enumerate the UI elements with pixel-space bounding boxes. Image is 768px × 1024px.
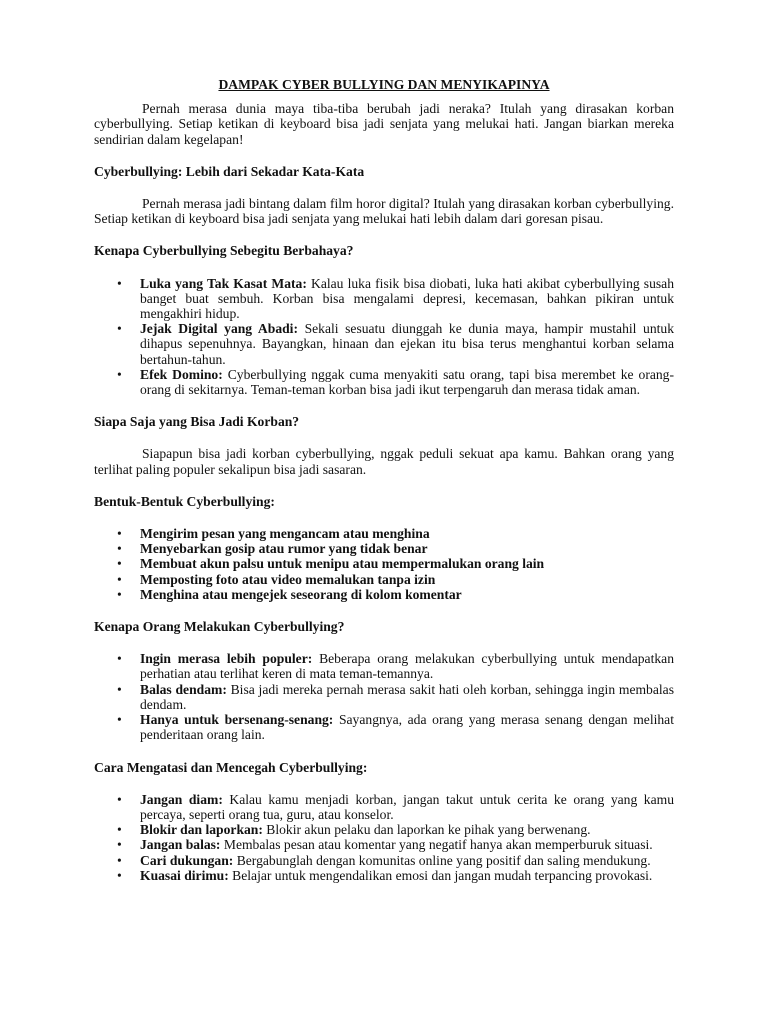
list-item-text: Kalau luka fisik bisa diobati, luka hati akibat cyberbullying susah banget buat sembuh. Korban bisa mengalami depresi, kecemasan, bahkan pikiran untuk mengakhiri hidup. xyxy=(140,275,675,322)
list-item-term: Blokir dan laporkan: xyxy=(140,822,263,838)
list-item-term: Jejak Digital yang Abadi: xyxy=(140,321,298,337)
list-item-text: Cyberbullying nggak cuma menyakiti satu orang, tapi bisa merembet ke orang-orang di sekitarnya. Teman-teman korban bisa jadi ikut terpengaruh dan merasa tidak aman. xyxy=(140,366,675,398)
list-item xyxy=(140,651,674,681)
list-item-term: Kuasai dirimu: xyxy=(140,867,229,883)
list-item xyxy=(140,853,674,868)
list-item-term: Ingin merasa lebih populer: xyxy=(140,651,313,667)
list-item xyxy=(140,868,674,883)
bullet-list xyxy=(94,651,674,742)
document-title: DAMPAK CYBER BULLYING DAN MENYIKAPINYA xyxy=(218,77,550,92)
section-paragraph: Pernah merasa jadi bintang dalam film horor digital? Itulah yang dirasakan korban cyberbullying. Setiap ketikan di keyboard bisa jadi senjata yang melukai hati lebih dalam dari goresan pisau. xyxy=(94,196,674,227)
list-item-text: Kalau kamu menjadi korban, jangan takut untuk cerita ke orang yang kamu percaya, seperti orang tua, guru, atau konselor. xyxy=(140,791,674,822)
list-item xyxy=(140,367,674,397)
list-item-text: Belajar untuk mengendalikan emosi dan jangan mudah terpancing provokasi. xyxy=(228,867,653,883)
list-item-text: Membalas pesan atau komentar yang negatif hanya akan memperburuk situasi. xyxy=(220,837,653,853)
list-item-term: Mengirim pesan yang mengancam atau menghina xyxy=(140,526,430,542)
list-item-term: Balas dendam: xyxy=(140,681,227,697)
section-heading: Siapa Saja yang Bisa Jadi Korban? xyxy=(94,414,300,430)
list-item-text: Blokir akun pelaku dan laporkan ke pihak yang berwenang. xyxy=(262,822,591,838)
list-item-term: Memposting foto atau video memalukan tanpa izin xyxy=(140,571,436,587)
bullet-list xyxy=(94,526,674,602)
list-item-term: Menyebarkan gosip atau rumor yang tidak benar xyxy=(140,541,428,557)
section-heading: Kenapa Cyberbullying Sebegitu Berbahaya? xyxy=(94,243,354,259)
list-item xyxy=(140,837,674,852)
list-item-term: Jangan balas: xyxy=(140,837,221,853)
bullet-list xyxy=(94,276,674,398)
list-item-text: Bergabunglah dengan komunitas online yang positif dan saling mendukung. xyxy=(233,852,651,868)
list-item xyxy=(140,572,674,587)
list-item xyxy=(140,587,674,602)
list-item-term: Efek Domino: xyxy=(140,366,223,382)
list-item-text: Bisa jadi mereka pernah merasa sakit hati oleh korban, sehingga ingin membalas dendam. xyxy=(140,681,674,712)
list-item-term: Menghina atau mengejek seseorang di kolom komentar xyxy=(140,586,462,602)
list-item-term: Luka yang Tak Kasat Mata: xyxy=(140,275,307,291)
list-item xyxy=(140,276,674,322)
list-item xyxy=(140,682,674,712)
list-item xyxy=(140,321,674,367)
list-item xyxy=(140,556,674,571)
list-item xyxy=(140,822,674,837)
list-item-term: Hanya untuk bersenang-senang: xyxy=(140,712,334,728)
list-item-text: Sekali sesuatu diunggah ke dunia maya, hampir mustahil untuk dihapus sepenuhnya. Bayangkan, hinaan dan ejekan itu bisa terus menghantui korban selama bertahun-tahun. xyxy=(140,321,674,367)
list-item xyxy=(140,526,674,541)
bullet-list xyxy=(94,792,674,883)
list-item xyxy=(140,541,674,556)
intro-paragraph: Pernah merasa dunia maya tiba-tiba berubah jadi neraka? Itulah yang dirasakan korban cyberbullying. Setiap ketikan di keyboard bisa jadi senjata yang melukai hati. Jangan biarkan mereka sendirian dalam kegelapan! xyxy=(94,101,674,147)
list-item-text: Sayangnya, ada orang yang merasa senang dengan melihat penderitaan orang lain. xyxy=(140,712,674,743)
section-heading: Cara Mengatasi dan Mencegah Cyberbullying: xyxy=(94,759,368,775)
section-heading: Kenapa Orang Melakukan Cyberbullying? xyxy=(94,619,345,635)
list-item xyxy=(140,792,674,822)
section-heading: Bentuk-Bentuk Cyberbullying: xyxy=(94,493,275,509)
list-item-text: Beberapa orang melakukan cyberbullying untuk mendapatkan perhatian atau terlihat keren di mata teman-temannya. xyxy=(140,651,674,682)
section-paragraph: Siapapun bisa jadi korban cyberbullying, nggak peduli sekuat apa kamu. Bahkan orang yang terlihat paling populer sekalipun bisa jadi sasaran. xyxy=(94,446,674,477)
list-item-term: Jangan diam: xyxy=(140,791,223,807)
list-item xyxy=(140,712,674,742)
list-item-term: Cari dukungan: xyxy=(140,852,234,868)
list-item-term: Membuat akun palsu untuk menipu atau mempermalukan orang lain xyxy=(140,556,545,572)
section-heading: Cyberbullying: Lebih dari Sekadar Kata-Kata xyxy=(94,163,365,179)
